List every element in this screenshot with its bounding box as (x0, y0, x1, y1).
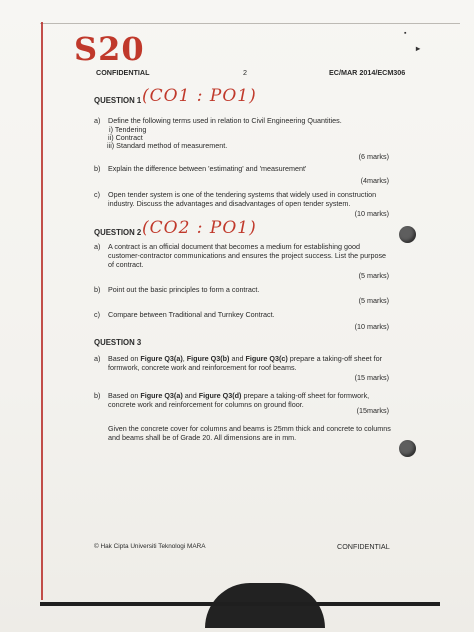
q1a-item-1: i) Tendering (109, 125, 147, 134)
q2c-text: Compare between Traditional and Turnkey Contract. (108, 310, 275, 319)
scan-speck-icon: ▸ (416, 44, 421, 53)
footer-confidential: CONFIDENTIAL (337, 542, 390, 551)
q1a-item-2: ii) Contract (108, 133, 143, 142)
q3a-text: Based on Figure Q3(a), Figure Q3(b) and Figure Q3(c) prepare a taking-off sheet for formwork, concrete work and reinforcement for roof beams. (108, 354, 382, 372)
q2c-marks: (10 marks) (354, 322, 389, 331)
q2-outcome-tag: (CO2 : PO1) (142, 218, 257, 238)
punch-hole-icon (399, 440, 416, 457)
footer-copyright: © Hak Cipta Universiti Teknologi MARA (94, 543, 206, 550)
q1-title: QUESTION 1 (94, 96, 142, 105)
margin-rule (41, 22, 43, 600)
q3a-label: a) (94, 354, 101, 363)
punch-hole-icon (399, 226, 416, 243)
page-number: 2 (243, 68, 247, 77)
q1c-label: c) (94, 190, 100, 199)
q2a-marks: (5 marks) (358, 271, 389, 280)
q1-outcome-tag: (CO1 : PO1) (142, 86, 257, 106)
top-edge-line (40, 23, 460, 24)
q1a-label: a) (94, 116, 101, 125)
q1a-item-3: iii) Standard method of measurement. (107, 141, 228, 150)
q2c-label: c) (94, 310, 100, 319)
q1a-text: Define the following terms used in relation to Civil Engineering Quantities. (108, 116, 342, 125)
q3b-text: Based on Figure Q3(a) and Figure Q3(d) prepare a taking-off sheet for formwork, concrete work and reinforcement for columns on ground floor. (108, 391, 370, 409)
q1b-label: b) (94, 164, 101, 173)
q3-title: QUESTION 3 (94, 338, 142, 347)
q2b-marks: (5 marks) (358, 296, 389, 305)
q2b-label: b) (94, 285, 101, 294)
q3a-marks: (15 marks) (354, 373, 389, 382)
q2-title: QUESTION 2 (94, 228, 142, 237)
q1c-text: Open tender system is one of the tendering systems that widely used in construction industry. Discuss the advantages and disadvantages of open tender system. (108, 190, 377, 208)
header-confidential: CONFIDENTIAL (96, 68, 150, 77)
q1a-marks: (6 marks) (358, 152, 389, 161)
q1b-text: Explain the difference between 'estimating' and 'measurement' (108, 164, 307, 173)
scan-speck-icon: ▪ (404, 30, 407, 37)
q1b-marks: (4marks) (360, 176, 389, 185)
q1c-marks: (10 marks) (354, 209, 389, 218)
q3b-marks: (15marks) (356, 406, 389, 415)
q3b-label: b) (94, 391, 101, 400)
header-paper-code: EC/MAR 2014/ECM306 (329, 68, 406, 77)
q2b-text: Point out the basic principles to form a contract. (108, 285, 260, 294)
q2a-text: A contract is an official document that becomes a medium for establishing good customer-contractor communications and ensures the project success. List the purpose of contract. (108, 242, 387, 269)
q3-note: Given the concrete cover for columns and beams is 25mm thick and concrete to columns and beams shall be of Grade 20. All dimensions are in mm. (108, 424, 391, 442)
q2a-label: a) (94, 242, 101, 251)
scan-bottom-edge (40, 602, 440, 606)
handwritten-page-code: S20 (74, 30, 145, 68)
